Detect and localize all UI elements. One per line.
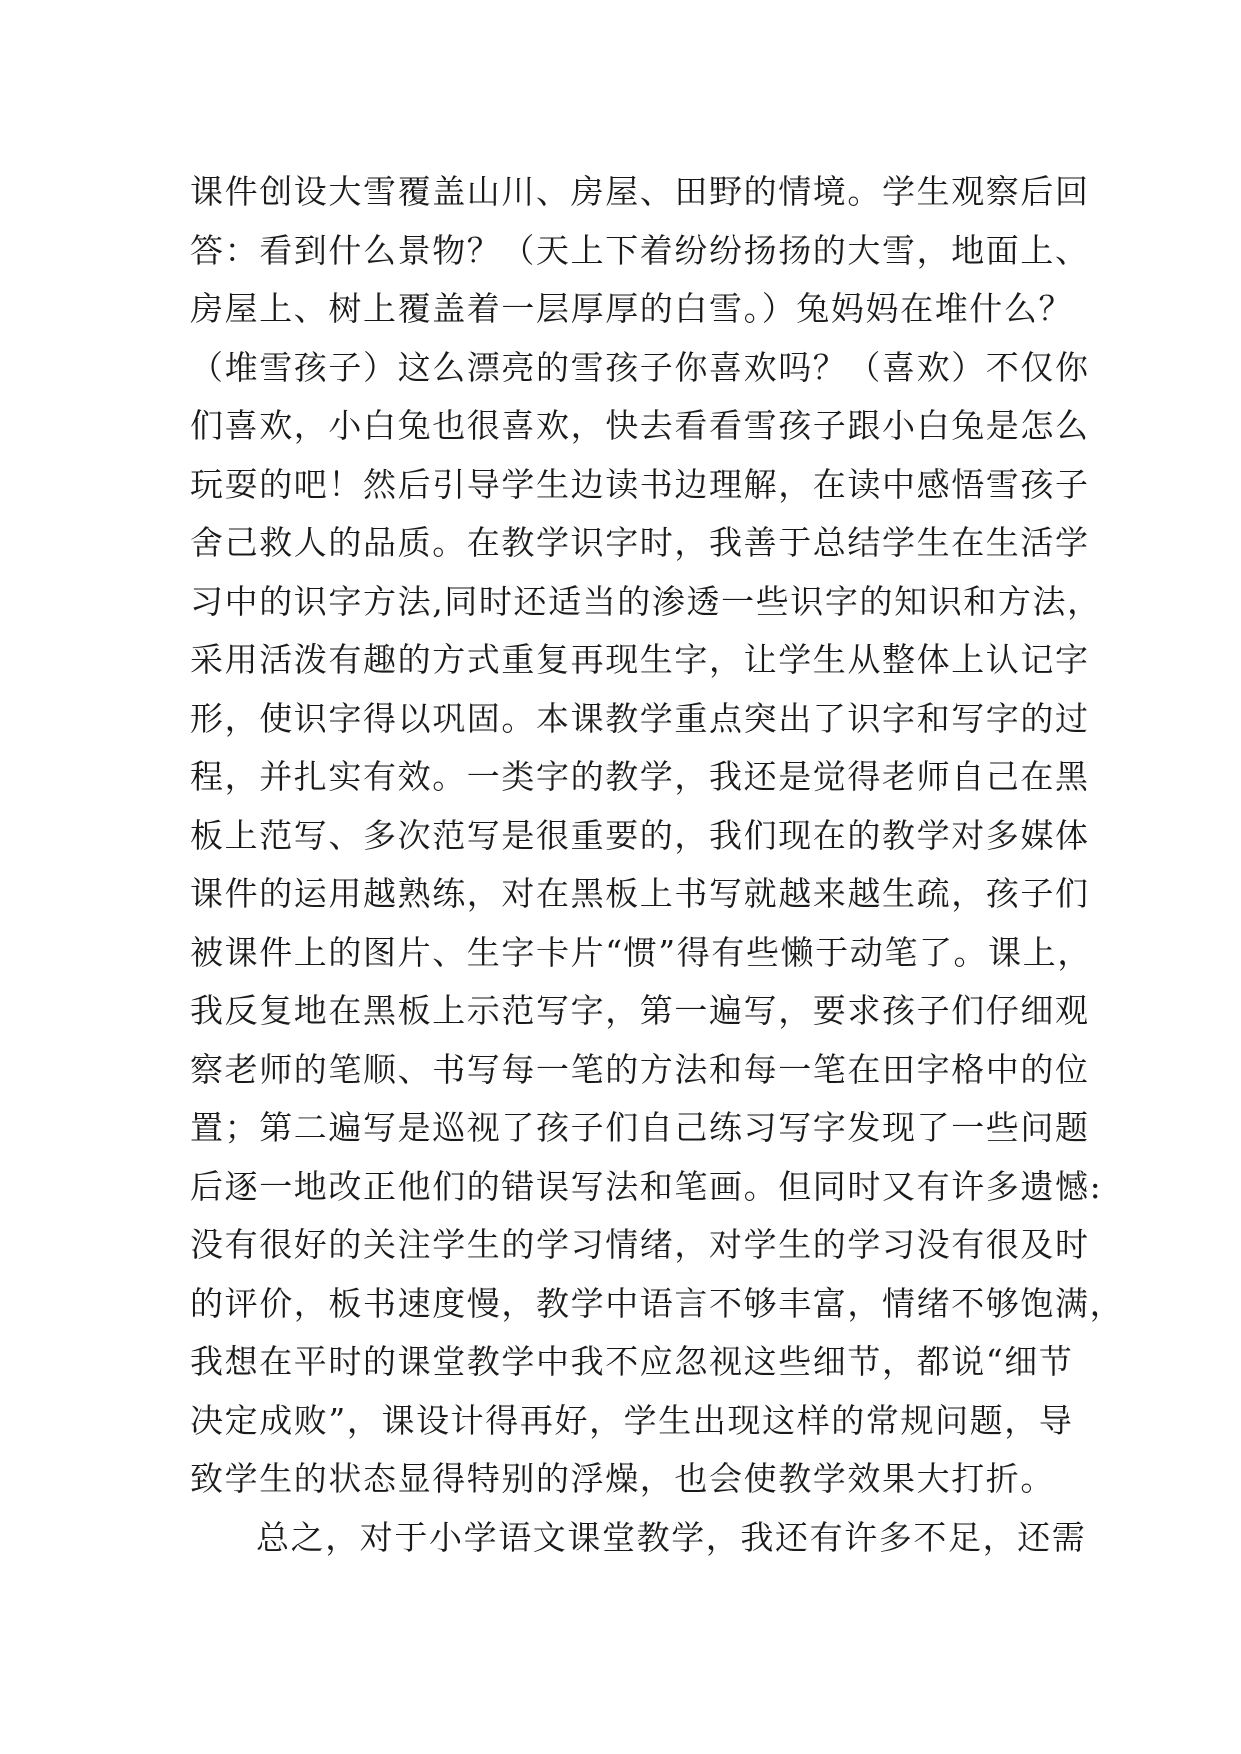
text-line: 形，使识字得以巩固。本课教学重点突出了识字和写字的过 (190, 698, 1090, 738)
text-line: 们喜欢，小白兔也很喜欢，快去看看雪孩子跟小白兔是怎么 (190, 406, 1090, 445)
text-line: 后逐一地改正他们的错误写法和笔画。但同时又有许多遗憾: (190, 1166, 1103, 1206)
text-line: 我想在平时的课堂教学中我不应忽视这些细节，都说“细节 (190, 1342, 1074, 1381)
text-line: 没有很好的关注学生的学习情绪，对学生的学习没有很及时 (190, 1225, 1090, 1264)
text-line: 的评价，板书速度慢，教学中语言不够丰富，情绪不够饱满， (190, 1283, 1125, 1323)
text-line: 致学生的状态显得特别的浮燥，也会使教学效果大打折。 (190, 1459, 1055, 1498)
body-text (190, 163, 1125, 1567)
text-line: 玩耍的吧！然后引导学生边读书边理解，在读中感悟雪孩子 (190, 464, 1090, 504)
text-line: 察老师的笔顺、书写每一笔的方法和每一笔在田字格中的位 (190, 1049, 1090, 1089)
text-line: 程，并扎实有效。一类字的教学，我还是觉得老师自己在黑 (190, 757, 1090, 796)
text-line: 房屋上、树上覆盖着一层厚厚的白雪。）兔妈妈在堆什么？ (190, 289, 1074, 328)
text-line: 答：看到什么景物？（天上下着纷纷扬扬的大雪，地面上、 (190, 230, 1090, 270)
text-line: 舍己救人的品质。在教学识字时，我善于总结学生在生活学 (190, 523, 1090, 562)
text-line: 板上范写、多次范写是很重要的，我们现在的教学对多媒体 (190, 815, 1090, 855)
text-line: 采用活泼有趣的方式重复再现生字，让学生从整体上认记字 (190, 640, 1090, 679)
text-line: 决定成败”，课设计得再好，学生出现这样的常规问题，导 (190, 1400, 1074, 1440)
text-line: 习中的识字方法,同时还适当的渗透一些识字的知识和方法， (190, 581, 1102, 621)
text-line: 被课件上的图片、生字卡片“惯”得有些懒于动笔了。课上， (190, 932, 1092, 972)
paragraph-start-line: 总之，对于小学语文课堂教学，我还有许多不足，还需 (256, 1517, 1087, 1557)
text-line: 课件的运用越熟练，对在黑板上书写就越来越生疏，孩子们 (190, 874, 1090, 913)
text-line: （堆雪孩子）这么漂亮的雪孩子你喜欢吗？（喜欢）不仅你 (190, 347, 1090, 387)
text-line: 置；第二遍写是巡视了孩子们自己练习写字发现了一些问题 (190, 1108, 1090, 1147)
text-line: 我反复地在黑板上示范写字，第一遍写，要求孩子们仔细观 (190, 991, 1090, 1030)
text-line: 课件创设大雪覆盖山川、房屋、田野的情境。学生观察后回 (190, 172, 1090, 211)
